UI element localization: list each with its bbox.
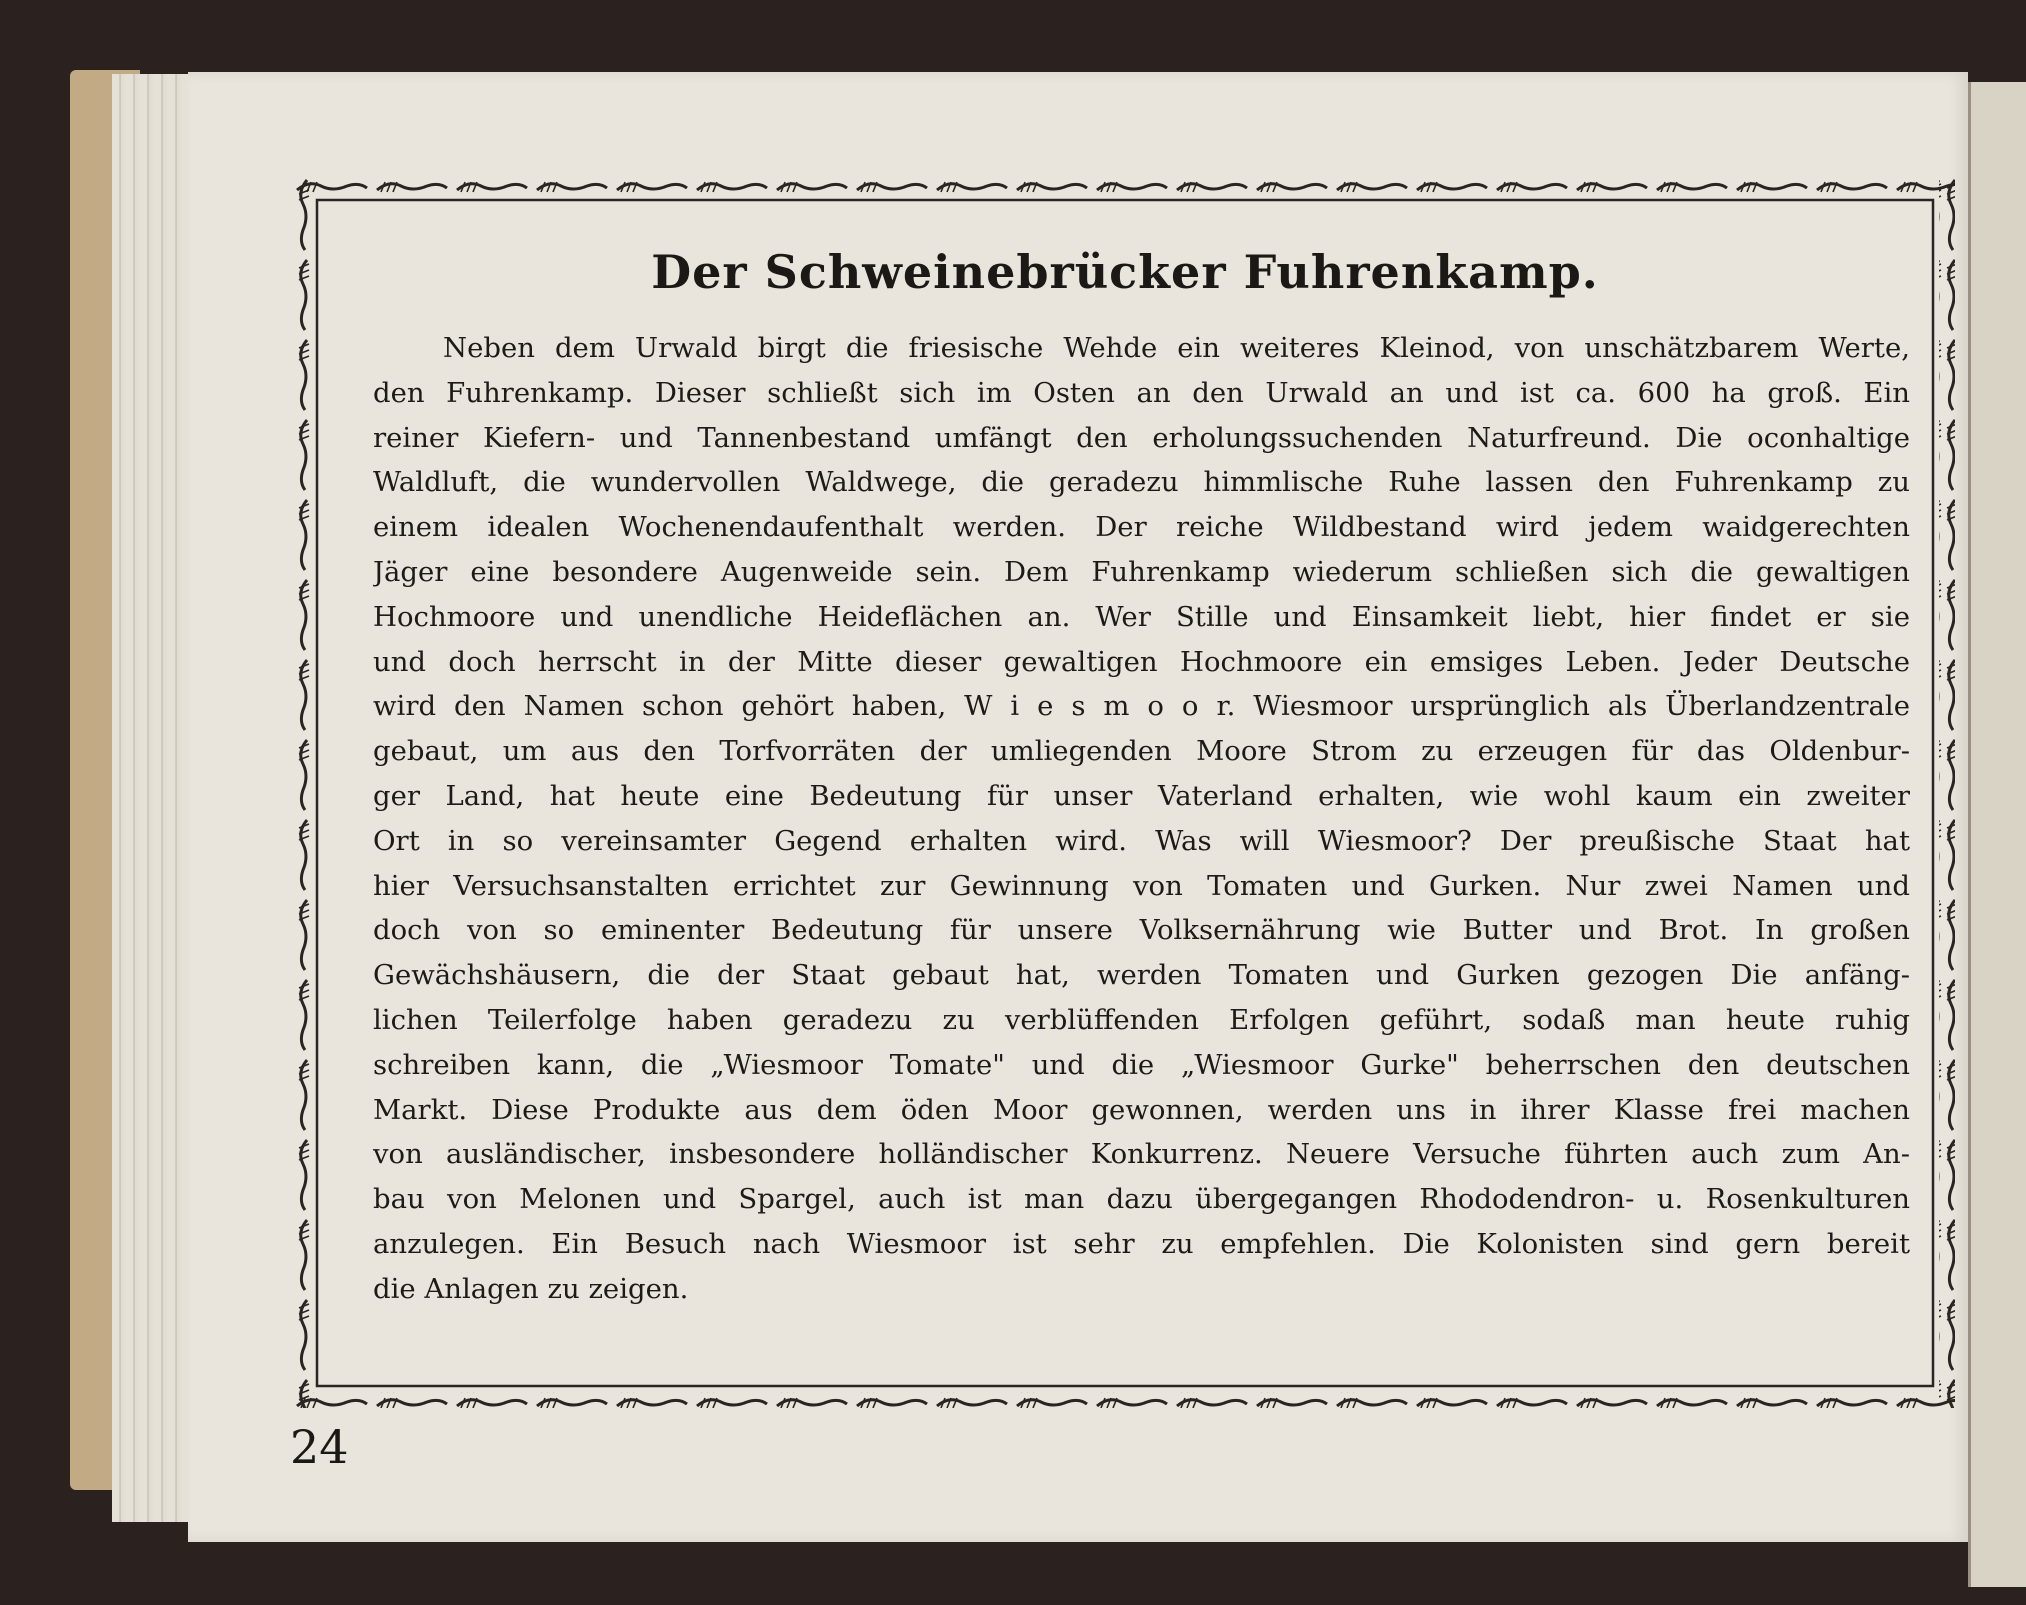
text-line: und doch herrscht in der Mitte dieser gewaltigen Hochmoore ein emsiges Leben. Jeder Deutsche — [373, 645, 1910, 678]
text-line: Waldluft, die wundervollen Waldwege, die geradezu himmlische Ruhe lassen den Fuhrenkamp zu — [373, 466, 1910, 499]
text-line: schreiben kann, die „Wiesmoor Tomate" und die „Wiesmoor Gurke" beherrschen den deutschen — [373, 1048, 1910, 1081]
facing-page-edge — [1968, 82, 2026, 1587]
body-paragraph — [373, 326, 1910, 1312]
text-line: ger Land, hat heute eine Bedeutung für unser Vaterland erhalten, wie wohl kaum ein zweiter — [373, 779, 1910, 812]
text-line: Neben dem Urwald birgt die friesische Wehde ein weiteres Kleinod, von unschätzbarem Werte, — [443, 332, 1910, 364]
text-line: lichen Teilerfolge haben geradezu zu verblüffenden Erfolgen geführt, sodaß man heute ruhig — [373, 1003, 1910, 1036]
page-title: Der Schweinebrücker Fuhrenkamp. — [651, 245, 1599, 299]
text-line: hier Versuchsanstalten errichtet zur Gewinnung von Tomaten und Gurken. Nur zwei Namen und — [373, 869, 1910, 902]
text-line: Ort in so vereinsamter Gegend erhalten wird. Was will Wiesmoor? Der preußische Staat hat — [373, 824, 1910, 857]
text-line: Hochmoore und unendliche Heideflächen an. Wer Stille und Einsamkeit liebt, hier findet er sie — [373, 600, 1910, 633]
text-line: anzulegen. Ein Besuch nach Wiesmoor ist sehr zu empfehlen. Die Kolonisten sind gern bereit — [373, 1227, 1910, 1260]
text-line: den Fuhrenkamp. Dieser schließt sich im Osten an den Urwald an und ist ca. 600 ha groß. Ein — [373, 376, 1910, 409]
text-line: gebaut, um aus den Torfvorräten der umliegenden Moore Strom zu erzeugen für das Oldenbur- — [373, 735, 1910, 768]
text-line: bau von Melonen und Spargel, auch ist man dazu übergegangen Rhododendron- u. Rosenkulturen — [373, 1183, 1910, 1216]
text-line: doch von so eminenter Bedeutung für unsere Volksernährung wie Butter und Brot. In großen — [373, 914, 1910, 947]
text-line: reiner Kiefern- und Tannenbestand umfängt den erholungssuchenden Naturfreund. Die oconhaltige — [373, 421, 1910, 454]
text-line: die Anlagen zu zeigen. — [373, 1272, 689, 1305]
text-line: einem idealen Wochenendaufenthalt werden. Der reiche Wildbestand wird jedem waidgerechten — [373, 511, 1910, 544]
text-line: Jäger eine besondere Augenweide sein. Dem Fuhrenkamp wiederum schließen sich die gewaltigen — [373, 555, 1910, 588]
text-line: Gewächshäusern, die der Staat gebaut hat, werden Tomaten und Gurken gezogen Die anfäng- — [373, 959, 1910, 992]
page-number: 24 — [290, 1420, 349, 1474]
text-line: von ausländischer, insbesondere holländischer Konkurrenz. Neuere Versuche führten auch zum An- — [373, 1138, 1910, 1171]
text-line: wird den Namen schon gehört haben, W i e s m o o r. Wiesmoor ursprünglich als Überlandzentrale — [373, 690, 1910, 723]
text-line: Markt. Diese Produkte aus dem öden Moor gewonnen, werden uns in ihrer Klasse frei machen — [373, 1093, 1910, 1126]
